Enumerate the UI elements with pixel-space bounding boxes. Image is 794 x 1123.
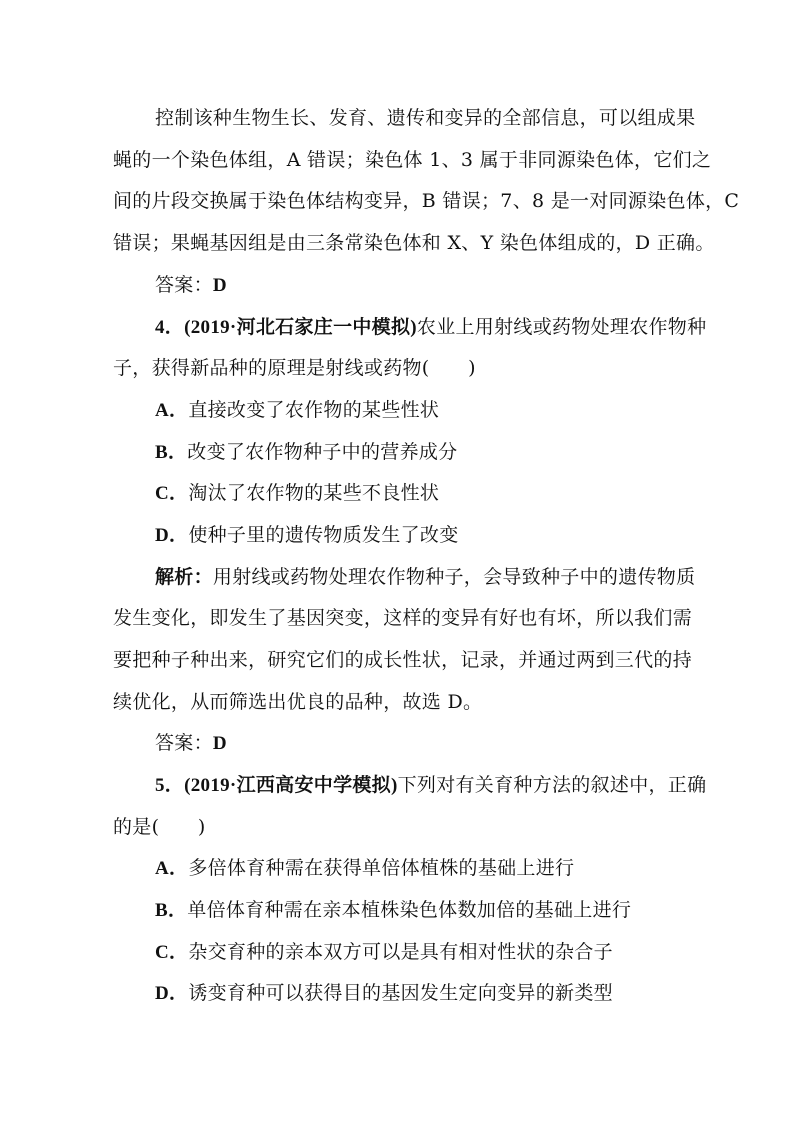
answer-value: D xyxy=(212,733,227,754)
option-c xyxy=(155,481,439,505)
analysis-line: 发生变化，即发生了基因突变，这样的变异有好也有坏，所以我们需 xyxy=(113,607,693,629)
analysis-line: 要把种子种出来，研究它们的成长性状，记录，并通过两到三代的持 xyxy=(113,649,693,671)
option-letter: B． xyxy=(155,900,188,921)
question-stem: 农业上用射线或药物处理农作物种 xyxy=(416,316,707,338)
analysis-label: 解析： xyxy=(155,567,213,588)
option-b xyxy=(155,440,457,464)
option-letter: A． xyxy=(155,400,189,421)
option-a xyxy=(155,856,574,880)
explanation-line: 蝇的一个染色体组，A 错误；染色体 1、3 属于非同源染色体，它们之 xyxy=(113,149,712,171)
analysis-line xyxy=(155,565,695,589)
question-stem: 下列对有关育种方法的叙述中，正确 xyxy=(397,774,707,796)
option-b xyxy=(155,898,631,922)
analysis-line: 续优化，从而筛选出优良的品种，故选 D。 xyxy=(113,691,483,713)
question-5-stem xyxy=(155,773,706,797)
option-d xyxy=(155,981,613,1005)
option-text: 直接改变了农作物的某些性状 xyxy=(188,399,440,421)
option-text: 多倍体育种需在获得单倍体植株的基础上进行 xyxy=(188,857,575,879)
explanation-line: 控制该种生物生长、发育、遗传和变异的全部信息，可以组成果 xyxy=(155,107,696,129)
option-text: 诱变育种可以获得目的基因发生定向变异的新类型 xyxy=(188,982,613,1004)
option-a xyxy=(155,398,439,422)
option-d xyxy=(155,523,459,547)
question-number: 5． xyxy=(155,775,185,796)
option-text: 淘汰了农作物的某些不良性状 xyxy=(188,482,440,504)
question-source: (2019·江西高安中学模拟) xyxy=(184,775,398,796)
option-letter: C． xyxy=(155,942,189,963)
answer-line xyxy=(155,273,227,297)
question-4-stem-continued: 子，获得新品种的原理是射线或药物( ) xyxy=(113,357,476,379)
question-5-stem-continued: 的是( ) xyxy=(113,816,206,838)
option-letter: D． xyxy=(155,525,189,546)
question-source: (2019·河北石家庄一中模拟) xyxy=(184,317,417,338)
option-letter: B． xyxy=(155,442,188,463)
option-text: 杂交育种的亲本双方可以是具有相对性状的杂合子 xyxy=(188,941,613,963)
option-text: 使种子里的遗传物质发生了改变 xyxy=(188,524,459,546)
option-letter: A． xyxy=(155,858,189,879)
option-letter: D． xyxy=(155,983,189,1004)
option-text: 改变了农作物种子中的营养成分 xyxy=(187,441,458,463)
explanation-line: 错误；果蝇基因组是由三条常染色体和 X、Y 染色体组成的，D 正确。 xyxy=(113,232,715,254)
question-4-stem xyxy=(155,315,706,339)
answer-label: 答案： xyxy=(155,274,213,296)
option-text: 单倍体育种需在亲本植株染色体数加倍的基础上进行 xyxy=(187,899,632,921)
explanation-line: 间的片段交换属于染色体结构变异，B 错误；7、8 是一对同源染色体，C xyxy=(113,190,740,212)
option-c xyxy=(155,940,613,964)
answer-value: D xyxy=(212,275,227,296)
analysis-text: 用射线或药物处理农作物种子，会导致种子中的遗传物质 xyxy=(212,566,696,588)
answer-line xyxy=(155,731,227,755)
answer-label: 答案： xyxy=(155,732,213,754)
question-number: 4． xyxy=(155,317,185,338)
option-letter: C． xyxy=(155,483,189,504)
